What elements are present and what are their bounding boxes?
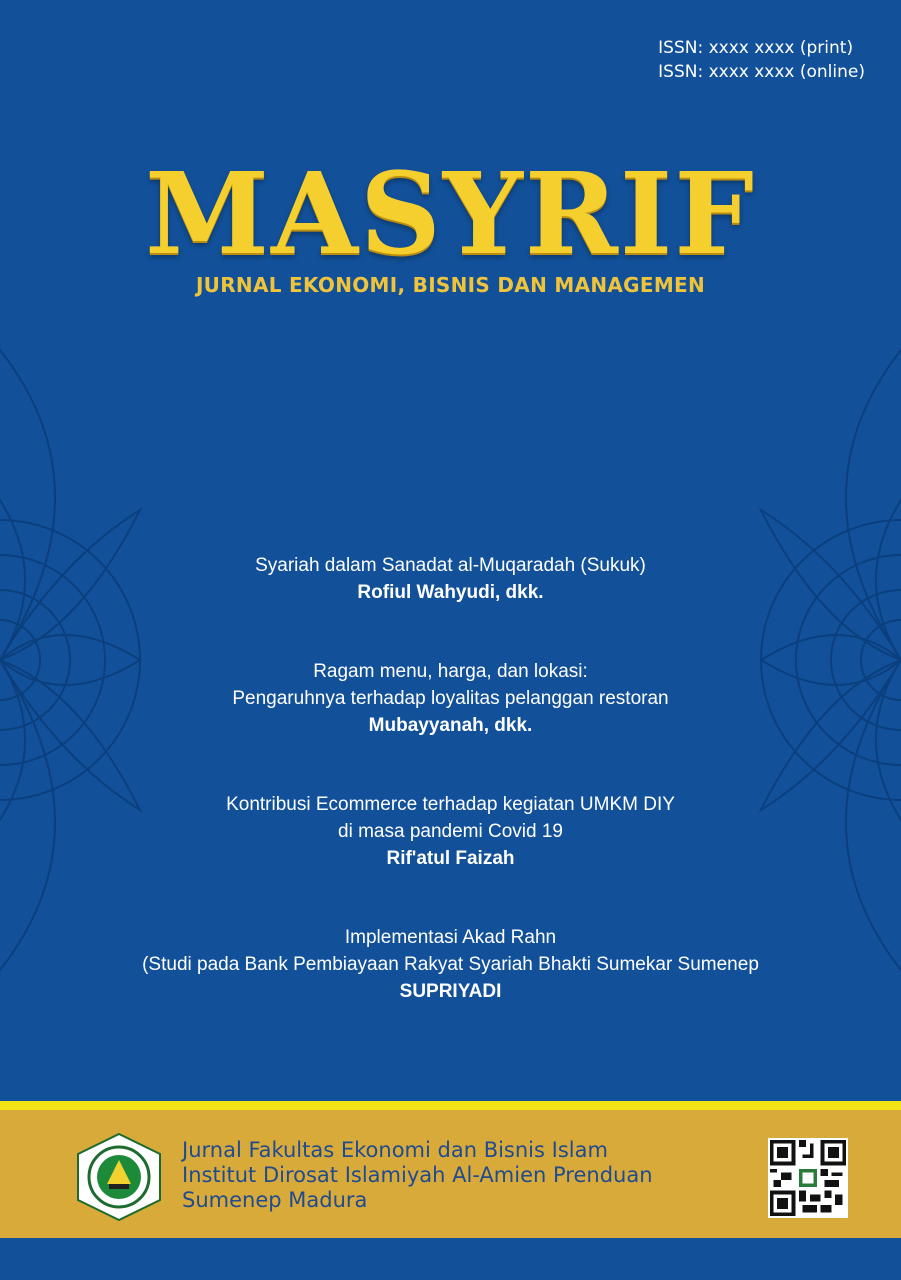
article-list: [0, 552, 901, 1057]
article-author: SUPRIYADI: [399, 981, 502, 1002]
article-title: Implementasi Akad Rahn: [344, 927, 557, 948]
article-title: di masa pandemi Covid 19: [338, 821, 563, 842]
article-title: Pengaruhnya terhadap loyalitas pelanggan restoran: [232, 688, 669, 709]
qr-code-icon[interactable]: [768, 1138, 848, 1218]
institution-line: Institut Dirosat Islamiyah Al-Amien Prenduan: [182, 1163, 653, 1187]
institution-logo-icon: [74, 1132, 164, 1222]
journal-title: MASYRIF: [145, 149, 756, 280]
article-1: [0, 552, 901, 606]
bottom-band: [0, 1238, 901, 1280]
issn-print: ISSN: xxxx xxxx (print): [658, 38, 854, 58]
article-title: Kontribusi Ecommerce terhadap kegiatan UMKM DIY: [226, 794, 675, 815]
article-4: [0, 924, 901, 1005]
yellow-stripe: [0, 1101, 901, 1110]
institution-name: [182, 1138, 653, 1213]
institution-line: Jurnal Fakultas Ekonomi dan Bisnis Islam: [182, 1138, 608, 1162]
footer-band: [0, 1110, 901, 1238]
article-title: (Studi pada Bank Pembiayaan Rakyat Syariah Bhakti Sumekar Sumenep: [142, 954, 759, 975]
issn-online: ISSN: xxxx xxxx (online): [658, 62, 865, 82]
article-author: Rif'atul Faizah: [386, 848, 515, 869]
article-3: [0, 791, 901, 872]
article-title: Syariah dalam Sanadat al-Muqaradah (Sukuk): [255, 555, 646, 576]
issn-block: [658, 36, 865, 84]
masthead: [0, 149, 901, 297]
article-title: Ragam menu, harga, dan lokasi:: [313, 661, 588, 682]
institution-line: Sumenep Madura: [182, 1188, 368, 1212]
journal-subtitle: JURNAL EKONOMI, BISNIS DAN MANAGEMEN: [195, 273, 706, 297]
article-author: Mubayyanah, dkk.: [368, 715, 533, 736]
article-2: [0, 658, 901, 739]
article-author: Rofiul Wahyudi, dkk.: [357, 582, 544, 603]
